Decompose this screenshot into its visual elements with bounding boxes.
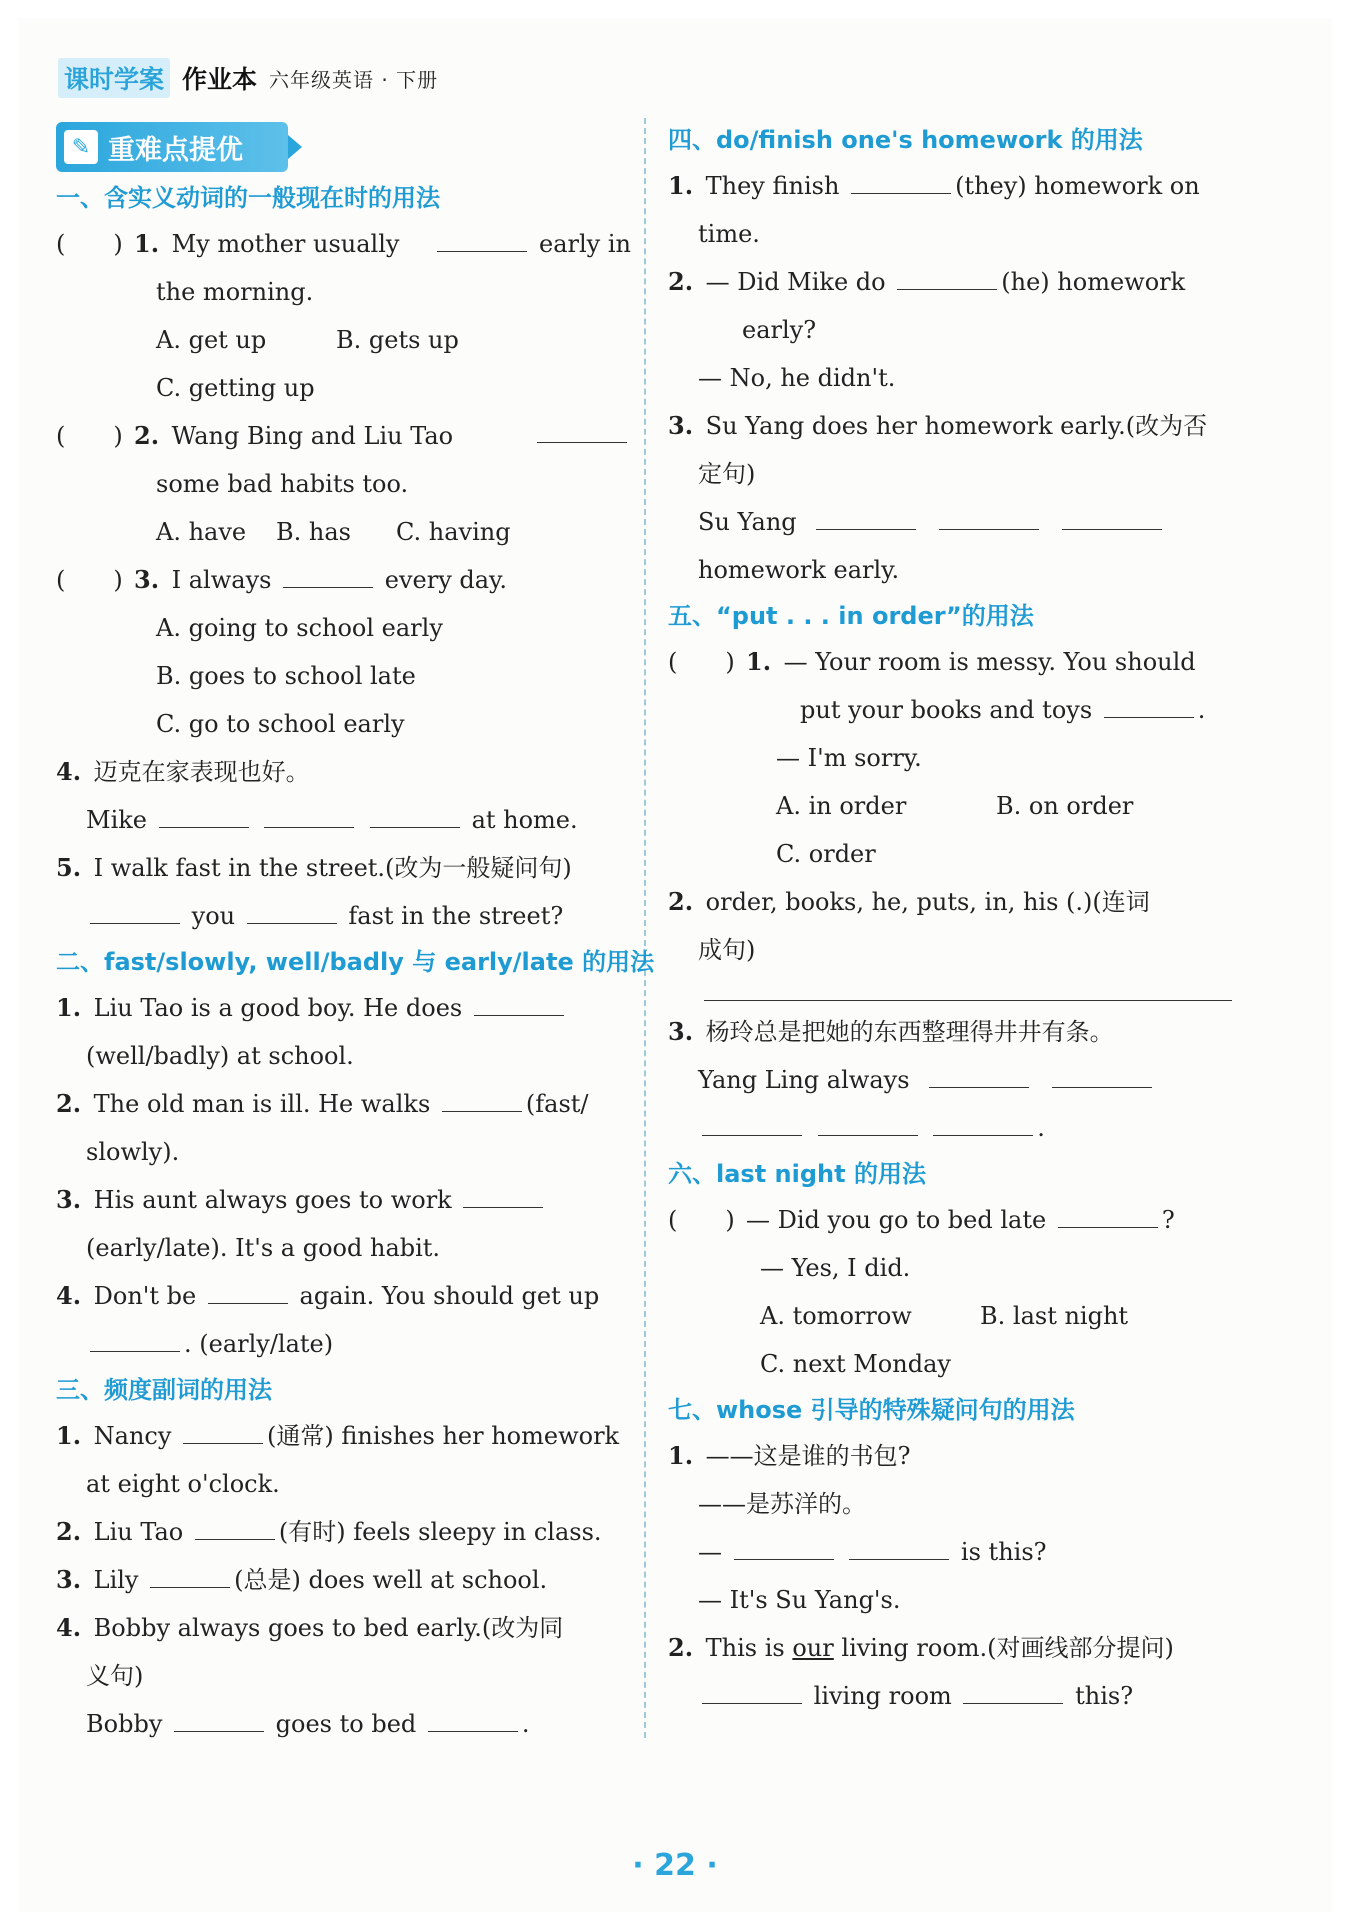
section-title-7: 七、whose 引导的特殊疑问句的用法 xyxy=(668,1396,1075,1424)
answer-blank[interactable] xyxy=(428,1701,518,1732)
question-row: ( ) 1. — Your room is messy. You should xyxy=(668,647,1196,676)
question-row: ( ) — Did you go to bed late ? xyxy=(668,1196,1242,1244)
product-label: 作业本 xyxy=(182,65,258,94)
answer-line[interactable] xyxy=(704,974,1232,1001)
question-row: — No, he didn't. xyxy=(698,364,896,392)
answer-blank[interactable] xyxy=(816,499,916,530)
question-row: ——是苏洋的。 xyxy=(698,1490,866,1518)
question-row: — Yes, I did. xyxy=(760,1254,911,1282)
question-row: 2. order, books, he, puts, in, his (.)(连词 xyxy=(668,887,1150,916)
underlined-word: our xyxy=(792,1634,834,1662)
answer-blank[interactable] xyxy=(1062,499,1162,530)
arrow-icon xyxy=(288,135,302,159)
answer-blank[interactable] xyxy=(818,1105,918,1136)
option-c: C. getting up xyxy=(156,374,315,402)
question-row: 1. ——这是谁的书包? xyxy=(668,1441,911,1470)
option-c: C. having xyxy=(396,518,511,546)
question-row: 2. This is our living room.(对画线部分提问) xyxy=(668,1633,1174,1662)
option-row xyxy=(668,782,1242,830)
answer-blank[interactable] xyxy=(851,163,951,194)
answer-blank[interactable] xyxy=(463,1177,543,1208)
option-a: A. have xyxy=(156,518,247,546)
question-row: Bobby goes to bed . xyxy=(56,1700,631,1748)
page-header xyxy=(58,58,438,98)
question-row: some bad habits too. xyxy=(156,470,409,498)
answer-blank[interactable] xyxy=(1058,1197,1158,1228)
answer-blank[interactable] xyxy=(442,1081,522,1112)
question-row: ( ) 3. I always every day. xyxy=(56,556,631,604)
question-row: Yang Ling always xyxy=(668,1056,1242,1104)
question-row: early? xyxy=(742,316,817,344)
option-b: B. on order xyxy=(996,792,1134,820)
question-row: 3. 杨玲总是把她的东西整理得井井有条。 xyxy=(668,1017,1114,1046)
question-row: 1. Liu Tao is a good boy. He does xyxy=(56,984,631,1032)
question-row: 4. 迈克在家表现也好。 xyxy=(56,757,310,786)
question-row: 2. — Did Mike do (he) homework xyxy=(668,258,1242,306)
option-c: C. go to school early xyxy=(156,710,405,738)
question-row: 4. Don't be again. You should get up xyxy=(56,1272,631,1320)
answer-blank[interactable] xyxy=(150,1557,230,1588)
question-row: — It's Su Yang's. xyxy=(698,1586,901,1614)
subject-label: 六年级英语 · 下册 xyxy=(269,67,439,92)
question-row: — is this? xyxy=(668,1528,1242,1576)
option-a: A. going to school early xyxy=(156,614,443,642)
brand-label: 课时学案 xyxy=(58,58,170,98)
answer-blank[interactable] xyxy=(183,1413,263,1444)
answer-blank[interactable] xyxy=(247,893,337,924)
option-row xyxy=(668,1292,1242,1340)
answer-line-row xyxy=(668,974,1242,1008)
answer-blank[interactable] xyxy=(474,985,564,1016)
question-row: 4. Bobby always goes to bed early.(改为同 xyxy=(56,1613,564,1642)
question-row: Mike at home. xyxy=(56,796,631,844)
answer-blank[interactable] xyxy=(702,1105,802,1136)
question-row: at eight o'clock. xyxy=(86,1470,280,1498)
option-a: A. tomorrow xyxy=(760,1302,912,1330)
answer-blank[interactable] xyxy=(537,412,627,443)
question-row: Su Yang xyxy=(668,498,1242,546)
page-number: · 22 · xyxy=(632,1848,718,1883)
question-row: you fast in the street? xyxy=(56,892,631,940)
answer-blank[interactable] xyxy=(963,1673,1063,1704)
option-a: A. get up xyxy=(156,326,267,354)
question-row: slowly). xyxy=(86,1138,180,1166)
answer-blank[interactable] xyxy=(897,259,997,290)
section-title-1: 一、含实义动词的一般现在时的用法 xyxy=(56,184,440,212)
right-column xyxy=(668,118,1242,1720)
question-row: put your books and toys . xyxy=(668,686,1242,734)
section-title-5: 五、“put . . . in order”的用法 xyxy=(668,602,1034,630)
question-row: homework early. xyxy=(698,556,900,584)
column-divider xyxy=(644,118,646,1738)
answer-blank[interactable] xyxy=(208,1273,288,1304)
badge-label: 重难点提优 xyxy=(108,134,243,166)
option-row xyxy=(56,316,631,364)
question-row: 3. Lily (总是) does well at school. xyxy=(56,1556,631,1604)
question-row: — I'm sorry. xyxy=(776,744,922,772)
answer-blank[interactable] xyxy=(1104,687,1194,718)
question-row: ( ) 1. My mother usually early in xyxy=(56,220,631,268)
answer-blank[interactable] xyxy=(1052,1057,1152,1088)
answer-blank[interactable] xyxy=(734,1529,834,1560)
section-title-2: 二、fast/slowly, well/badly 与 early/late 的用法 xyxy=(56,948,655,976)
question-row: 1. They finish (they) homework on xyxy=(668,162,1242,210)
answer-blank[interactable] xyxy=(933,1105,1033,1136)
answer-blank[interactable] xyxy=(264,797,354,828)
section-title-6: 六、last night 的用法 xyxy=(668,1160,926,1188)
question-row: 义句) xyxy=(86,1662,144,1690)
option-b: B. last night xyxy=(980,1302,1129,1330)
option-b: B. goes to school late xyxy=(156,662,416,690)
question-row: (early/late). It's a good habit. xyxy=(86,1234,441,1262)
answer-blank[interactable] xyxy=(437,221,527,252)
question-row: 成句) xyxy=(698,936,756,964)
question-row: 定句) xyxy=(698,460,756,488)
option-row xyxy=(56,508,631,556)
section-title-4: 四、do/finish one's homework 的用法 xyxy=(668,126,1143,154)
option-c: C. next Monday xyxy=(760,1350,951,1378)
section-title-3: 三、频度副词的用法 xyxy=(56,1376,272,1404)
answer-blank[interactable] xyxy=(159,797,249,828)
pencil-icon: ✎ xyxy=(64,130,98,164)
question-row: 2. Liu Tao (有时) feels sleepy in class. xyxy=(56,1508,631,1556)
left-column xyxy=(56,118,655,1748)
question-row: . xyxy=(668,1104,1242,1152)
answer-blank[interactable] xyxy=(174,1701,264,1732)
question-row: 3. Su Yang does her homework early.(改为否 xyxy=(668,411,1208,440)
option-b: B. gets up xyxy=(336,326,459,354)
question-row: the morning. xyxy=(156,278,314,306)
question-row: time. xyxy=(698,220,760,248)
question-row: living room this? xyxy=(668,1672,1242,1720)
answer-blank[interactable] xyxy=(90,893,180,924)
question-row: ( ) 2. Wang Bing and Liu Tao xyxy=(56,412,631,460)
question-row: 2. The old man is ill. He walks (fast/ xyxy=(56,1080,631,1128)
option-a: A. in order xyxy=(776,792,907,820)
answer-blank[interactable] xyxy=(370,797,460,828)
answer-blank[interactable] xyxy=(283,557,373,588)
answer-blank[interactable] xyxy=(195,1509,275,1540)
option-b: B. has xyxy=(276,518,351,546)
question-row: (well/badly) at school. xyxy=(86,1042,354,1070)
answer-blank[interactable] xyxy=(849,1529,949,1560)
question-row: 1. Nancy (通常) finishes her homework xyxy=(56,1412,631,1460)
answer-blank[interactable] xyxy=(90,1321,180,1352)
question-row: 5. I walk fast in the street.(改为一般疑问句) xyxy=(56,853,572,882)
question-row: . (early/late) xyxy=(56,1320,631,1368)
answer-blank[interactable] xyxy=(929,1057,1029,1088)
answer-blank[interactable] xyxy=(702,1673,802,1704)
section-badge xyxy=(56,122,288,172)
answer-blank[interactable] xyxy=(939,499,1039,530)
option-c: C. order xyxy=(776,840,876,868)
question-row: 3. His aunt always goes to work xyxy=(56,1176,631,1224)
